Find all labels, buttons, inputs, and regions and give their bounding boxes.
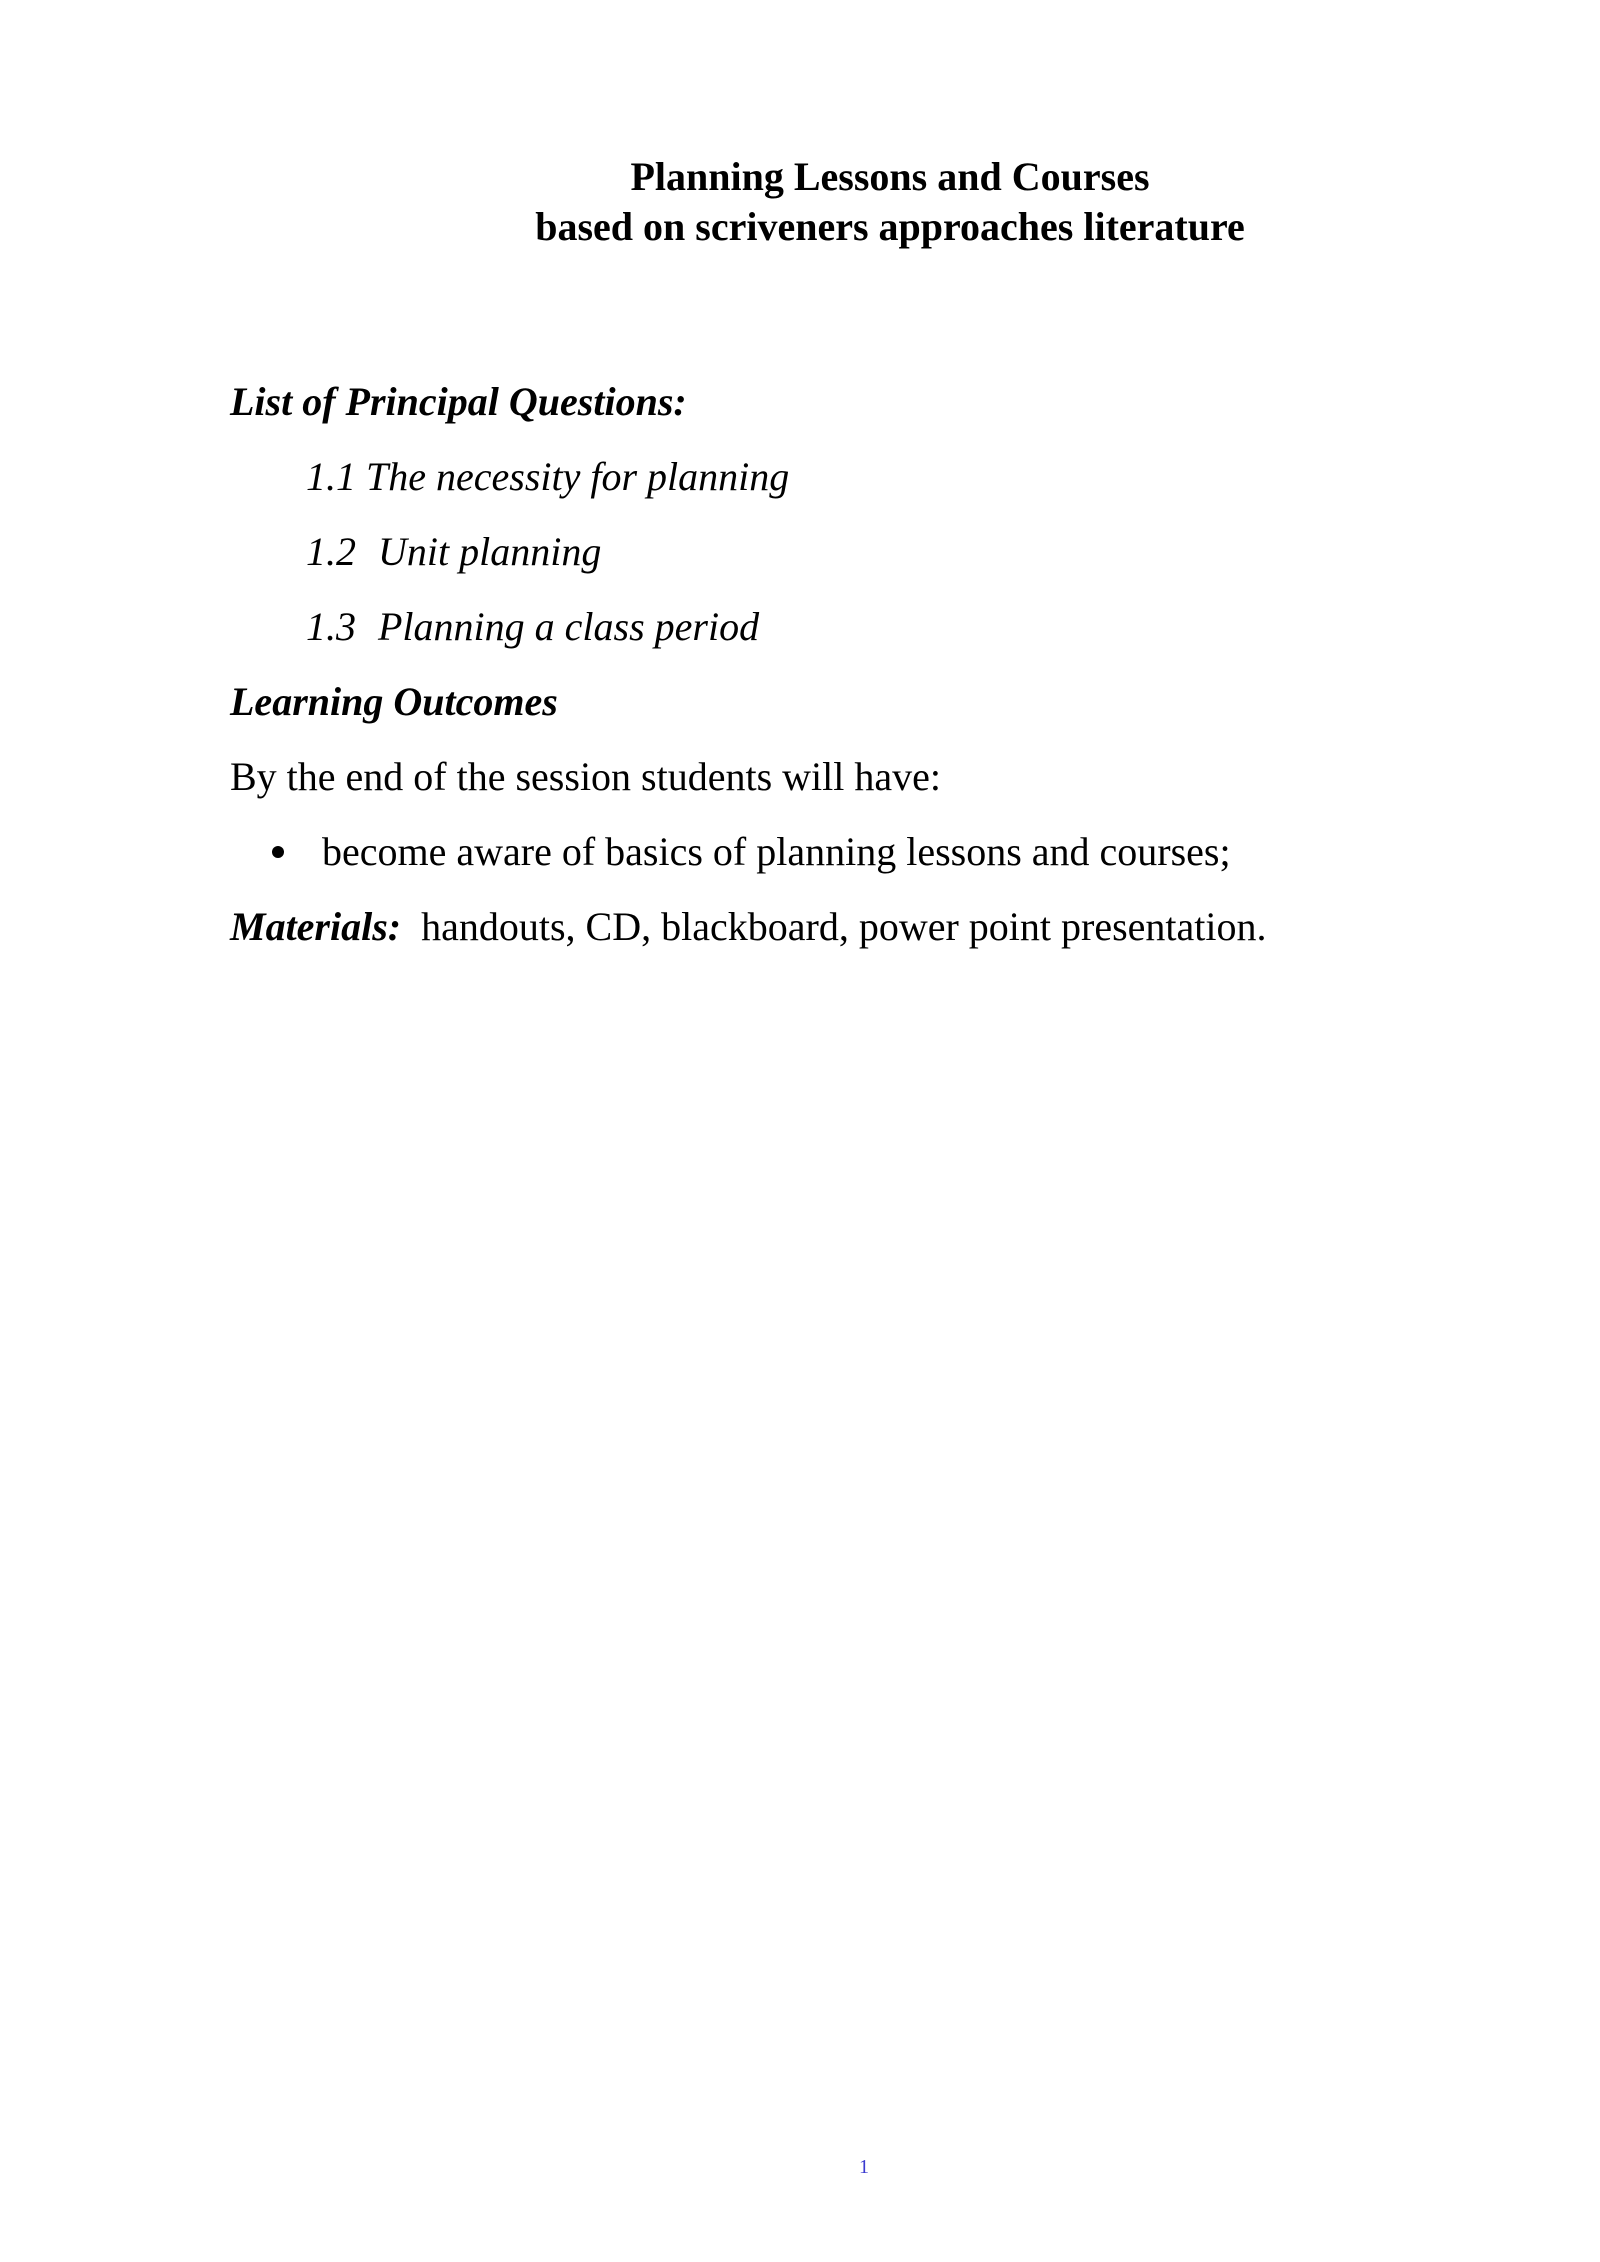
materials-text: handouts, CD, blackboard, power point presentation. [421, 904, 1267, 949]
question-text: The necessity for planning [366, 454, 790, 499]
bullet-icon [272, 846, 284, 858]
learning-outcomes-intro: By the end of the session students will have: [230, 754, 942, 799]
document-title [230, 152, 1550, 252]
document-body [230, 372, 1440, 972]
principal-questions-heading: List of Principal Questions: [230, 379, 687, 424]
question-number: 1.3 [306, 604, 356, 649]
materials-label: Materials: [230, 904, 402, 949]
materials-line [230, 897, 1440, 972]
learning-outcomes-heading: Learning Outcomes [230, 679, 558, 724]
question-text: Unit planning [378, 529, 602, 574]
question-item [230, 597, 1440, 672]
question-number: 1.2 [306, 529, 356, 574]
question-item [230, 447, 1440, 522]
title-line-2: based on scriveners approaches literature [535, 204, 1245, 249]
page-number: 1 [859, 2156, 869, 2178]
question-number: 1.1 [306, 454, 356, 499]
title-line-1: Planning Lessons and Courses [630, 154, 1150, 199]
list-item [230, 822, 1440, 897]
bullet-text: become aware of basics of planning lessons and courses; [322, 829, 1231, 874]
question-text: Planning a class period [378, 604, 760, 649]
question-item [230, 522, 1440, 597]
